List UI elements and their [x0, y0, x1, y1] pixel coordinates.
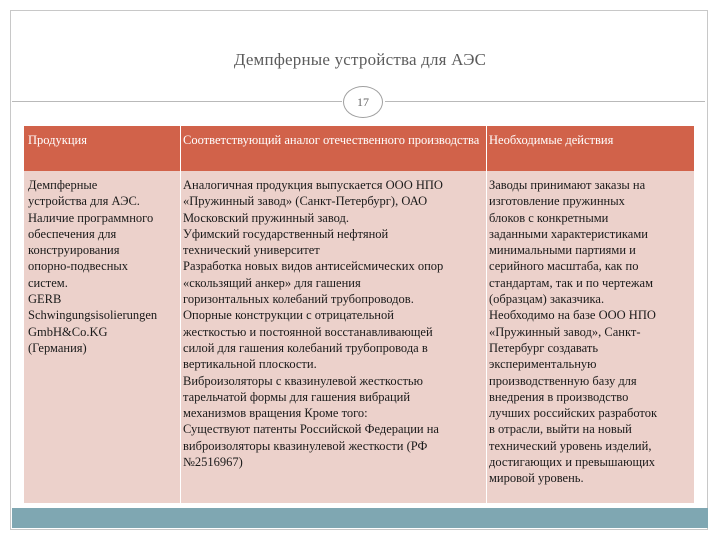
cell-text-line: Аналогичная продукция выпускается ООО НПО — [183, 178, 443, 192]
header-required-actions: Необходимые действия — [489, 133, 614, 147]
cell-text-line: Существуют патенты Российской Федерации на — [183, 422, 439, 437]
cell-text-line: в отрасли, выйти на новый — [489, 422, 632, 437]
cell-text-line: блоков с конкретными — [489, 210, 609, 225]
cell-text-line: Наличие программного — [28, 210, 154, 225]
cell-text-line: мировой уровень. — [489, 471, 584, 486]
cell-text-line: Опорные конструкции с отрицательной — [183, 308, 394, 323]
slide-title: Демпферные устройства для АЭС — [233, 50, 487, 69]
cell-text-line: технический университет — [183, 243, 320, 258]
cell-text-line: минимальными партиями и — [489, 243, 636, 258]
cell-text-line: систем. — [28, 275, 68, 290]
title-rule-left — [12, 101, 342, 102]
footer-bar — [12, 508, 708, 528]
cell-text-line: Виброизоляторы с квазинулевой жесткостью — [183, 373, 423, 388]
cell-domestic-analog — [183, 177, 487, 470]
cell-text-line: Уфимский государственный нефтяной — [183, 226, 389, 241]
cell-text-line: Необходимо на базе ООО НПО — [489, 308, 656, 323]
cell-text-line: обеспечения для — [28, 226, 117, 241]
table-header-row — [24, 126, 694, 172]
cell-text-line: экспериментальную — [489, 357, 597, 372]
cell-text-line: (Германия) — [28, 340, 87, 355]
cell-text-line: вертикальной плоскости. — [183, 357, 317, 372]
cell-text-line: №2516967) — [183, 455, 243, 470]
cell-text-line: серийного масштаба, как по — [489, 259, 639, 274]
cell-text-line: заданными характеристиками — [489, 226, 648, 241]
cell-required-actions — [489, 177, 694, 487]
cell-text-line: устройства для АЭС. — [28, 194, 140, 209]
cell-text-line: механизмов вращения Кроме того: — [183, 406, 368, 421]
cell-text-line: Петербург создавать — [489, 340, 599, 355]
cell-text-line: Демпферные — [28, 178, 98, 192]
column-divider — [486, 126, 487, 503]
cell-text-line: лучших российских разработок — [489, 406, 658, 421]
header-domestic-analog: Соответствующий аналог отечественного производства — [183, 133, 480, 147]
cell-product — [28, 177, 180, 356]
cell-text-line: горизонтальных колебаний трубопроводов. — [183, 292, 414, 307]
cell-text-line: GERB — [28, 292, 62, 307]
cell-text-line: Московский пружинный завод. — [183, 210, 350, 225]
cell-text-line: конструирования — [28, 243, 120, 258]
cell-text-line: технический уровень изделий, — [489, 438, 652, 453]
column-divider — [180, 126, 181, 503]
title-rule-right — [385, 101, 705, 102]
page-number-badge: 17 — [343, 86, 383, 118]
header-product: Продукция — [28, 133, 87, 147]
cell-text-line: «скользящий анкер» для гашения — [183, 275, 361, 290]
cell-text-line: «Пружинный завод» (Санкт-Петербург), ОАО — [183, 194, 428, 209]
cell-text-line: GmbH&Co.KG — [28, 324, 108, 339]
cell-text-line: достигающих и превышающих — [489, 455, 656, 470]
cell-text-line: жесткостью и постоянной восстанавливающей — [183, 324, 433, 339]
cell-text-line: внедрения в производство — [489, 389, 629, 404]
cell-text-line: тарельчатой формы для гашения вибраций — [183, 389, 411, 404]
comparison-table — [24, 126, 694, 503]
cell-text-line: производственную базу для — [489, 373, 637, 388]
cell-text-line: изготовление пружинных — [489, 194, 625, 209]
cell-text-line: опорно-подвесных — [28, 259, 129, 274]
cell-text-line: виброизоляторы квазинулевой жесткости (РФ — [183, 438, 428, 453]
cell-text-line: Заводы принимают заказы на — [489, 178, 646, 192]
cell-text-line: силой для гашения колебаний трубопровода в — [183, 340, 428, 355]
cell-text-line: Schwingungsisolierungen — [28, 308, 158, 323]
cell-text-line: (образцам) заказчика. — [489, 292, 605, 307]
cell-text-line: «Пружинный завод», Санкт- — [489, 324, 641, 339]
cell-text-line: стандартам, так и по чертежам — [489, 275, 653, 290]
table-row — [24, 171, 694, 503]
cell-text-line: Разработка новых видов антисейсмических опор — [183, 259, 444, 274]
